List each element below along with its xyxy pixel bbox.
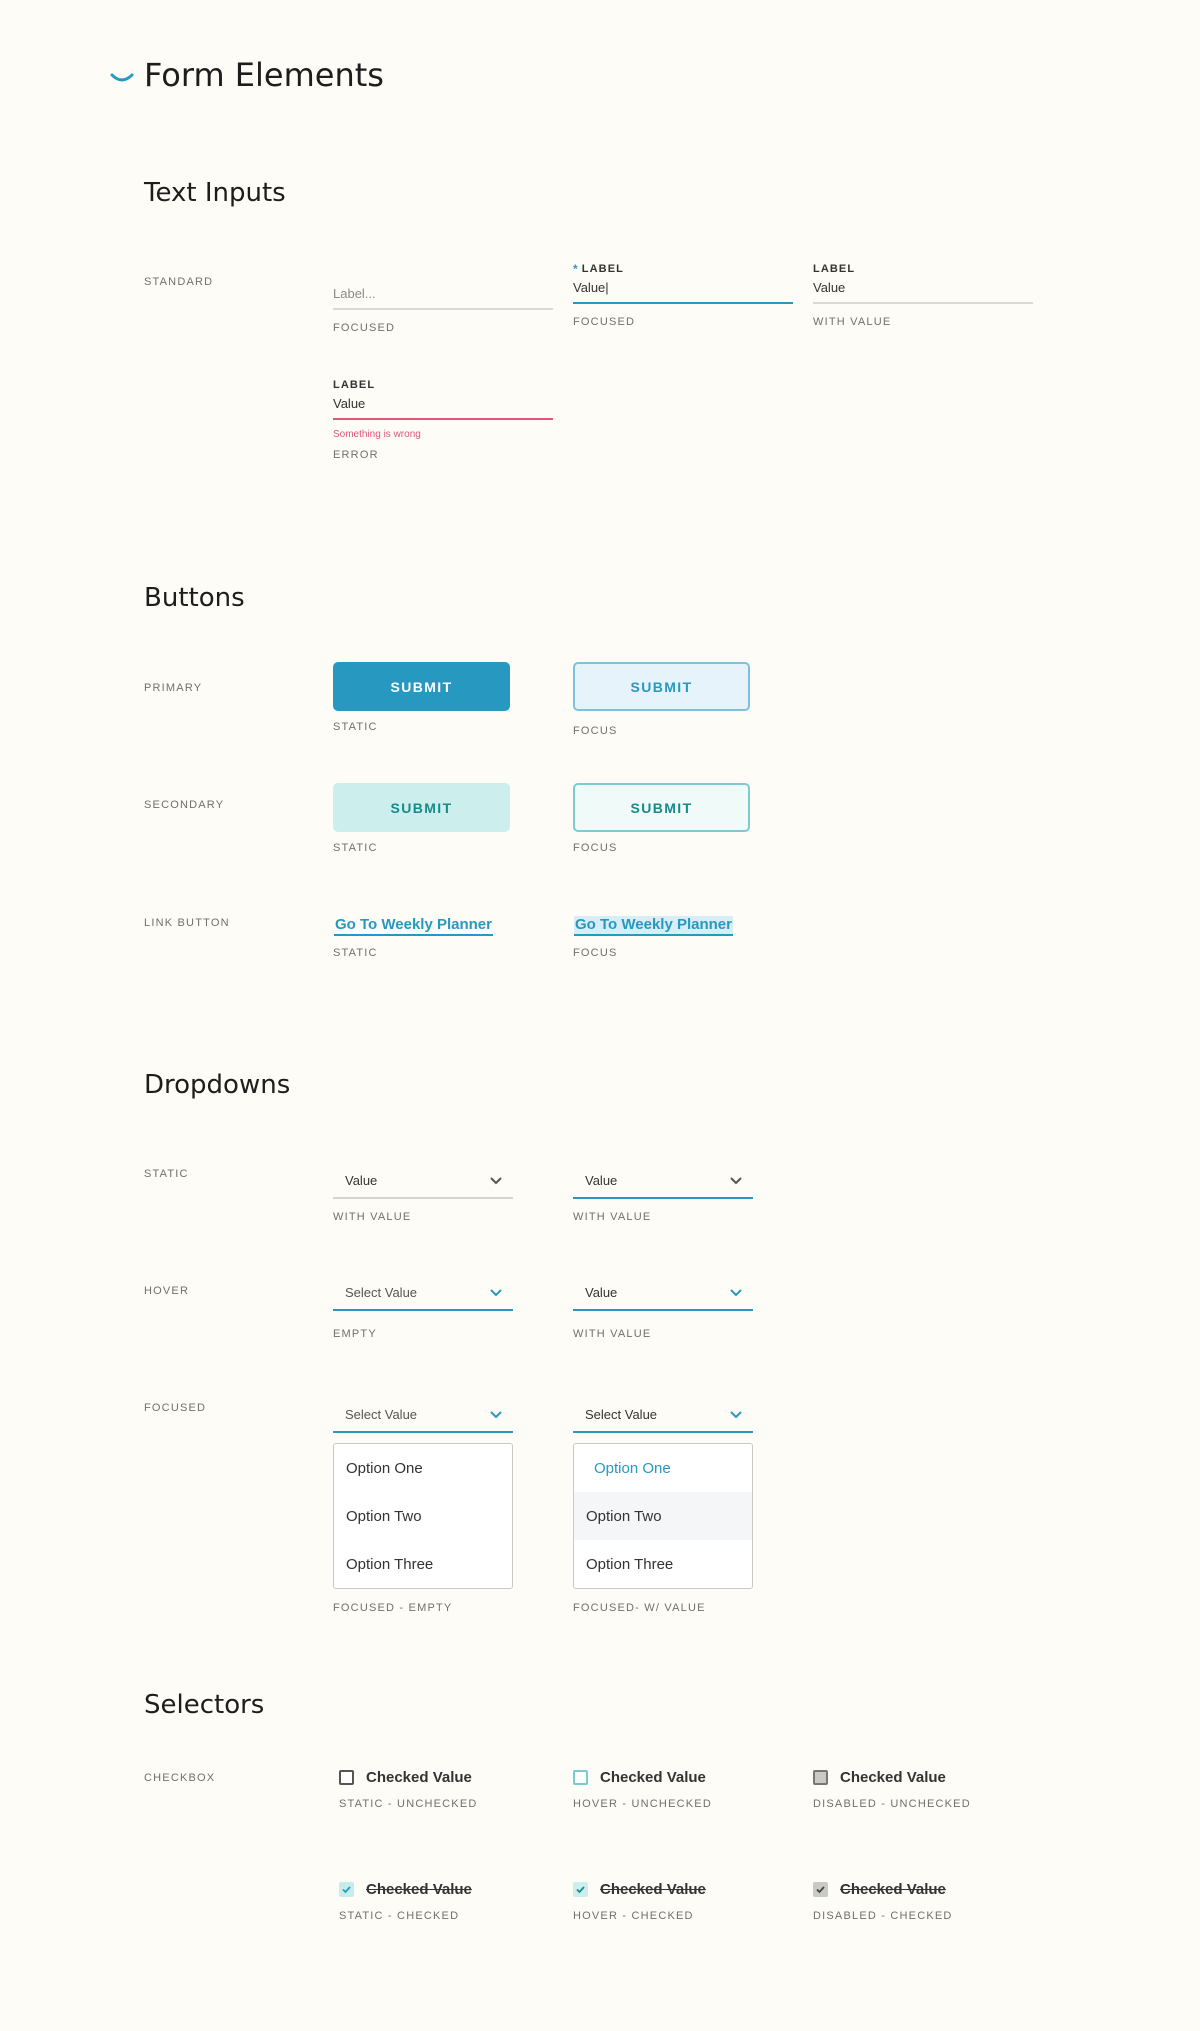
smile-logo-icon: [110, 72, 134, 84]
dropdown-option[interactable]: Option Two: [346, 1507, 422, 1525]
dropdown-menu-a: [333, 1443, 513, 1589]
dropdown-static-a-caption: WITH VALUE: [333, 1211, 412, 1223]
chevron-down-icon: [489, 1410, 503, 1419]
checkbox-box[interactable]: [339, 1882, 354, 1897]
required-mark: *: [573, 262, 579, 276]
chevron-down-icon: [489, 1288, 503, 1297]
dropdown-static-a[interactable]: [333, 1163, 513, 1199]
dropdown-value: Value: [585, 1172, 618, 1188]
dropdown-hover-a-caption: EMPTY: [333, 1328, 377, 1340]
checkbox-caption: STATIC - UNCHECKED: [339, 1798, 478, 1810]
primary-static-caption: STATIC: [333, 721, 378, 733]
buttons-heading: Buttons: [144, 583, 245, 613]
dropdown-static-b-caption: WITH VALUE: [573, 1211, 652, 1223]
dropdown-option[interactable]: Option Three: [346, 1555, 434, 1573]
dropdown-value: Select Value: [345, 1406, 418, 1422]
dropdown-option[interactable]: Option One: [346, 1459, 423, 1477]
row-label-standard: STANDARD: [144, 276, 214, 288]
checkbox-hover-checked[interactable]: [573, 1881, 706, 1898]
chevron-down-icon: [489, 1176, 503, 1185]
chevron-down-icon: [729, 1176, 743, 1185]
dropdown-hover-b[interactable]: [573, 1275, 753, 1311]
text-input-focused-caption: FOCUSED: [573, 316, 636, 328]
checkbox-box: [813, 1770, 828, 1785]
text-input-placeholder-caption: FOCUSED: [333, 322, 396, 334]
link-static-caption: STATIC: [333, 947, 378, 959]
row-label-checkbox: CHECKBOX: [144, 1772, 216, 1784]
secondary-submit-button-focus[interactable]: SUBMIT: [573, 783, 750, 832]
dropdown-hover-a[interactable]: [333, 1275, 513, 1311]
checkbox-caption: HOVER - UNCHECKED: [573, 1798, 712, 1810]
dropdown-focused-b[interactable]: [573, 1397, 753, 1433]
dropdown-option[interactable]: Option Three: [586, 1555, 674, 1573]
dropdown-value: Select Value: [345, 1284, 418, 1300]
checkbox-caption: DISABLED - CHECKED: [813, 1910, 953, 1922]
checkbox-label: Checked Value: [366, 1769, 472, 1786]
field-label: LABEL: [813, 263, 856, 275]
checkbox-disabled-checked: [813, 1881, 946, 1898]
checkbox-box[interactable]: [573, 1882, 588, 1897]
page-title: Form Elements: [144, 56, 384, 94]
check-icon: [341, 1884, 352, 1895]
secondary-focus-caption: FOCUS: [573, 842, 618, 854]
field-label-text: LABEL: [581, 263, 624, 275]
dropdown-static-b[interactable]: [573, 1163, 753, 1199]
checkbox-label: Checked Value: [840, 1881, 946, 1898]
dropdown-value: Value: [345, 1172, 378, 1188]
dropdown-menu-b: [573, 1443, 753, 1589]
row-label-secondary: SECONDARY: [144, 799, 225, 811]
text-input-with-value-group: [813, 262, 1033, 328]
text-input-focused[interactable]: [573, 276, 793, 304]
text-input-error-caption: ERROR: [333, 449, 379, 461]
checkbox-label: Checked Value: [600, 1881, 706, 1898]
dropdowns-heading: Dropdowns: [144, 1070, 291, 1100]
secondary-static-caption: STATIC: [333, 842, 378, 854]
checkbox-disabled-unchecked: [813, 1769, 946, 1786]
text-input-with-value-caption: WITH VALUE: [813, 316, 892, 328]
dropdown-focused-a-caption: FOCUSED - EMPTY: [333, 1602, 453, 1614]
dropdown-focused-b-caption: FOCUSED- W/ VALUE: [573, 1602, 706, 1614]
row-label-static: STATIC: [144, 1168, 189, 1180]
dropdown-hover-b-caption: WITH VALUE: [573, 1328, 652, 1340]
check-icon: [815, 1884, 826, 1895]
text-input-error-group: [333, 378, 553, 461]
text-inputs-heading: Text Inputs: [144, 178, 286, 208]
link-button-weekly-planner-focus[interactable]: Go To Weekly Planner: [574, 916, 733, 936]
checkbox-label: Checked Value: [840, 1769, 946, 1786]
dropdown-value: Select Value: [585, 1406, 658, 1422]
text-input-focused-group: [573, 262, 793, 328]
checkbox-static-unchecked[interactable]: [339, 1769, 472, 1786]
field-label: LABEL: [333, 379, 376, 391]
link-focus-caption: FOCUS: [573, 947, 618, 959]
checkbox-caption: HOVER - CHECKED: [573, 1910, 694, 1922]
checkbox-box[interactable]: [339, 1770, 354, 1785]
check-icon: [575, 1884, 586, 1895]
checkbox-static-checked[interactable]: [339, 1881, 472, 1898]
checkbox-caption: STATIC - CHECKED: [339, 1910, 460, 1922]
selectors-heading: Selectors: [144, 1690, 265, 1720]
checkbox-hover-unchecked[interactable]: [573, 1769, 706, 1786]
chevron-down-icon: [729, 1288, 743, 1297]
secondary-submit-button[interactable]: SUBMIT: [333, 783, 510, 832]
page-header: [110, 56, 384, 94]
row-label-link-button: LINK BUTTON: [144, 917, 230, 929]
checkbox-box: [813, 1882, 828, 1897]
text-input-placeholder[interactable]: [333, 282, 553, 310]
error-message: Something is wrong: [333, 429, 421, 440]
text-input-placeholder-group: [333, 282, 553, 334]
dropdown-focused-a[interactable]: [333, 1397, 513, 1433]
primary-focus-caption: FOCUS: [573, 725, 618, 737]
row-label-hover: HOVER: [144, 1285, 190, 1297]
primary-submit-button-focus[interactable]: SUBMIT: [573, 662, 750, 711]
row-label-primary: PRIMARY: [144, 682, 203, 694]
row-label-focused: FOCUSED: [144, 1402, 207, 1414]
field-label: [573, 262, 793, 276]
primary-submit-button[interactable]: SUBMIT: [333, 662, 510, 711]
checkbox-caption: DISABLED - UNCHECKED: [813, 1798, 971, 1810]
dropdown-option-selected[interactable]: Option One: [594, 1459, 671, 1477]
chevron-down-icon: [729, 1410, 743, 1419]
dropdown-value: Value: [585, 1284, 618, 1300]
checkbox-box[interactable]: [573, 1770, 588, 1785]
dropdown-option-hover[interactable]: Option Two: [574, 1492, 752, 1540]
checkbox-label: Checked Value: [600, 1769, 706, 1786]
checkbox-label: Checked Value: [366, 1881, 472, 1898]
text-input-error[interactable]: [333, 392, 553, 420]
text-input-with-value[interactable]: [813, 276, 1033, 304]
link-button-weekly-planner[interactable]: Go To Weekly Planner: [334, 916, 493, 936]
